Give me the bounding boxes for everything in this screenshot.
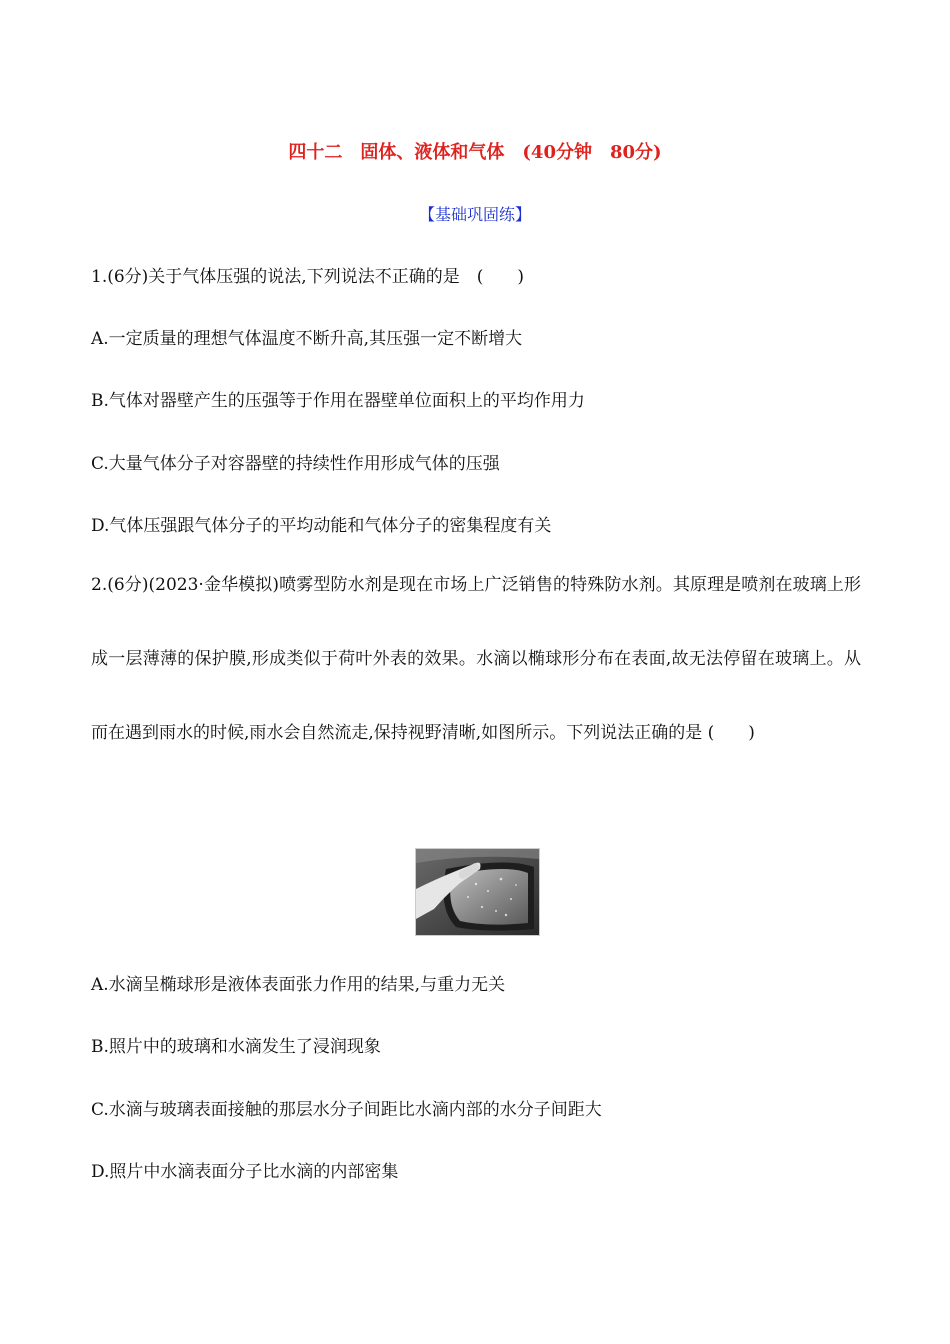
question-2-option-a: A.水滴呈椭球形是液体表面张力作用的结果,与重力无关 [91, 975, 506, 995]
question-1-option-b: B.气体对器壁产生的压强等于作用在器壁单位面积上的平均作用力 [91, 391, 585, 411]
question-2-option-d: D.照片中水滴表面分子比水滴的内部密集 [91, 1162, 399, 1182]
page-title: 四十二 固体、液体和气体 (40分钟 80分) [288, 142, 662, 163]
car-mirror-photo [415, 848, 540, 936]
question-1-option-d: D.气体压强跟气体分子的平均动能和气体分子的密集程度有关 [91, 516, 552, 536]
question-2-stem: 2.(6分)(2023·金华模拟)喷雾型防水剂是现在市场上广泛销售的特殊防水剂。其原理是喷剂在玻璃上形成一层薄薄的保护膜,形成类似于荷叶外表的效果。水滴以椭球形分布在表面,故无法停留在玻璃上。从而在遇到雨水的时候,雨水会自然流走,保持视野清晰,如图所示。下列说法正确的是 ( ) [91, 575, 861, 743]
question-2-option-b: B.照片中的玻璃和水滴发生了浸润现象 [91, 1037, 381, 1057]
question-2-option-c: C.水滴与玻璃表面接触的那层水分子间距比水滴内部的水分子间距大 [91, 1100, 602, 1120]
question-1-option-c: C.大量气体分子对容器壁的持续性作用形成气体的压强 [91, 454, 500, 474]
section-heading: 【基础巩固练】 [418, 205, 531, 224]
question-1-stem: 1.(6分)关于气体压强的说法,下列说法不正确的是 ( ) [91, 267, 524, 287]
question-1-option-a: A.一定质量的理想气体温度不断升高,其压强一定不断增大 [91, 329, 523, 349]
